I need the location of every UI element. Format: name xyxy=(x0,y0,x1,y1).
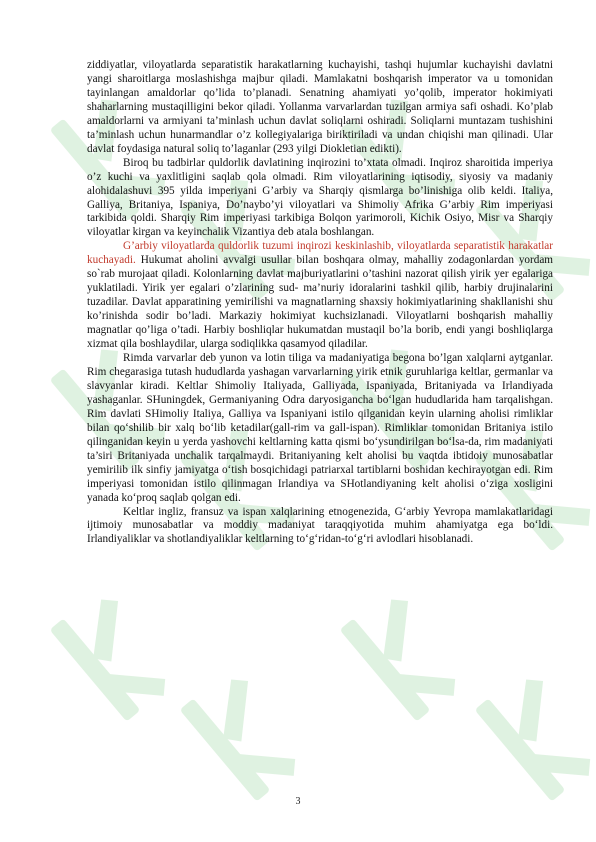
page-number: 3 xyxy=(295,796,301,807)
paragraph-4: Rimda varvarlar deb yunon va lotin tiliga va madaniyatiga begona bo’lgan xalqlarni aytganlar. Rim chegarasiga tutash hududlarda yashagan varvarlarning yirik etnik guruhlariga keltlar, germanlar va slavyanlar kiradi. Keltlar Shimoliy Italiyada, Galliyada, Ispaniyada, Britaniyada va Irlandiyada yashaganlar. SHuningdek, Germaniyaning Odra daryosigancha bo‘lgan hududlarida ham tarqalishgan. Rim davlati SHimoliy Italiya, Galliya va Ispaniyani istilo qilganidan keyin ularning aholisi rimliklar bilan qo‘shilib bir xalq bo‘lib ketadilar(gall-rim va gall-ispan). Rimliklar tomonidan Britaniya istilo qilinganidan keyin u yerda yashovchi keltlarning katta qismi bo‘ysundirilgan bo‘lsa-da, rim madaniyati ta’siri Britaniyada unchalik tarqalmaydi. Britaniyaning kelt aholisi bu vaqtda ibtidoiy munosabatlar yemirilib ilk sinfiy jamiyatga o‘tish bosqichidagi patriarxal tartiblarni boshidan kechirayotgan edi. Rim imperiyasi tomonidan istilo qilinmagan Irlandiya va SHotlandiyaning kelt aholisi o‘ziga xosligini yanada ko‘proq saqlab qolgan edi. xyxy=(87,352,553,504)
watermark-glyph xyxy=(50,584,184,725)
paragraph-5: Keltlar ingliz, fransuz va ispan xalqlarining etnogenezida, G‘arbiy Yevropa mamlakatlaridagi ijtimoiy munosabatlar va moddiy madaniyat taraqqiyotida muhim ahamiyatga ega bo‘ldi. Irlandiyaliklar va shotlandiyaliklar keltlarning to‘g‘ridan-to‘g‘ri avlodlari hisoblanadi. xyxy=(87,505,553,546)
watermark-glyph xyxy=(475,664,596,805)
highlighted-sentence: G’arbiy viloyatlarda quldorlik tuzumi inqirozi keskinlashib, viloyatlarda separatistik harakatlar kuchayadi. xyxy=(87,240,553,267)
paragraph-3 xyxy=(87,240,553,352)
paragraph-1: ziddiyatlar, viloyatlarda separatistik harakatlarning kuchayishi, tashqi hujumlar kuchayishi davlatni yangi sharoitlarga moslashishga majbur qiladi. Mamlakatni boshqarish imperator va u tomonidan tayinlangan amaldorlar qo’lida to’planadi. Senatning ahamiyati yo’qolib, imperator hokimiyati shaharlarning mustaqilligini bekor qiladi. Yollanma varvarlardan tuzilgan armiya safi oshadi. Ko’plab amaldorlarni va armiyani ta’minlash uchun davlat soliqlarni oshiradi. Soliqlarni muntazam tushishini ta’minlash uchun hunarmandlar o’z kollegiyalariga biriktiriladi va undan chiqishi man qilinadi. Ular davlat foydasiga natural soliq to’laganlar (293 yilgi Diokletian edikti). xyxy=(87,59,553,155)
document-body xyxy=(87,59,553,547)
paragraph-2: Biroq bu tadbirlar quldorlik davlatining inqirozini to’xtata olmadi. Inqiroz sharoitida imperiya o’z kuchi va yaxlitligini saqlab qola olmadi. Rim viloyatlarining iqtisodiy, siyosiy va madaniy alohidalashuvi 395 yilda imperiyani G’arbiy va Sharqiy qismlarga bo’linishiga olib keldi. Italiya, Galliya, Britaniya, Ispaniya, Do’naybo’yi viloyatlari va Shimoliy Afrika G’arbiy Rim imperiyasi tarkibida qoldi. Sharqiy Rim imperiyasi tarkibiga Bolqon yarimoroli, Kichik Osiyo, Misr va Sharqiy viloyatlar kirgan va keyinchalik Vizantiya deb atala boshlangan. xyxy=(87,156,553,239)
paragraph-3-text: Hukumat aholini avvalgi usullar bilan boshqara olmay, mahalliy zodagonlardan yordam so`rab murojaat qiladi. Kolonlarning davlat majburiyatlarini o’tashini nazorat qilish yirik yer egalariga yuklatiladi. Yirik yer egalari o’zlarining sud- ma’nuriy idoralarini tashkil qilib, harbiy drujinalarini tuzadilar. Davlat apparatining yemirilishi va magnatlarning shaxsiy hokimiyatlarining shakllanishi shu ko’rinishda sodir bo’ladi. Markaziy hokimiyat kuchsizlanadi. Viloyatlarni boshqarish mahalliy magnatlar qo’liga o’tadi. Harbiy boshliqlar hukumatdan mustaqil bo’la borib, endi yangi boshliqlarga xizmat qila boshlaydilar, ularga sodiqlikka qasamyod qiladilar. xyxy=(87,254,553,351)
watermark-glyph xyxy=(180,664,314,805)
watermark-glyph xyxy=(340,584,474,725)
